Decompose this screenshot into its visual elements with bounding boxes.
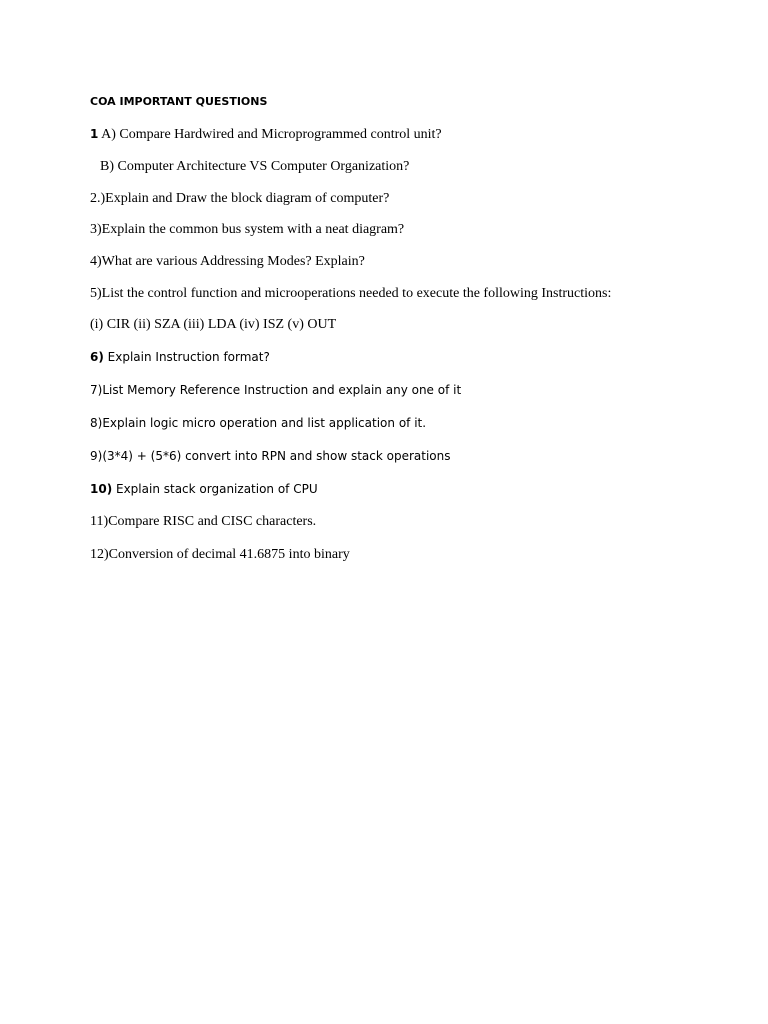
question-11: 11)Compare RISC and CISC characters.	[90, 514, 317, 529]
question-number: 6)	[90, 350, 104, 364]
question-5-instructions: (i) CIR (ii) SZA (iii) LDA (iv) ISZ (v) OUT	[90, 317, 337, 332]
question-12: 12)Conversion of decimal 41.6875 into binary	[90, 547, 350, 562]
question-7: 7)List Memory Reference Instruction and explain any one of it	[90, 383, 462, 397]
question-number: 10)	[90, 482, 113, 496]
question-1b: B) Computer Architecture VS Computer Organization?	[100, 159, 410, 174]
question-3: 3)Explain the common bus system with a neat diagram?	[90, 222, 405, 237]
question-1a	[90, 128, 442, 142]
question-4: 4)What are various Addressing Modes? Explain?	[90, 254, 365, 269]
question-number: 1	[90, 127, 99, 141]
question-text: A) Compare Hardwired and Microprogrammed control unit?	[98, 127, 442, 142]
document-title: COA IMPORTANT QUESTIONS	[90, 95, 268, 108]
question-text: Explain stack organization of CPU	[112, 482, 318, 496]
question-2: 2.)Explain and Draw the block diagram of computer?	[90, 191, 390, 206]
question-10	[90, 483, 318, 495]
question-6	[90, 351, 270, 363]
question-5: 5)List the control function and microoperations needed to execute the following Instructions:	[90, 286, 612, 301]
question-8: 8)Explain logic micro operation and list application of it.	[90, 416, 427, 430]
question-text: Explain Instruction format?	[103, 350, 270, 364]
question-9: 9)(3*4) + (5*6) convert into RPN and show stack operations	[90, 449, 451, 463]
